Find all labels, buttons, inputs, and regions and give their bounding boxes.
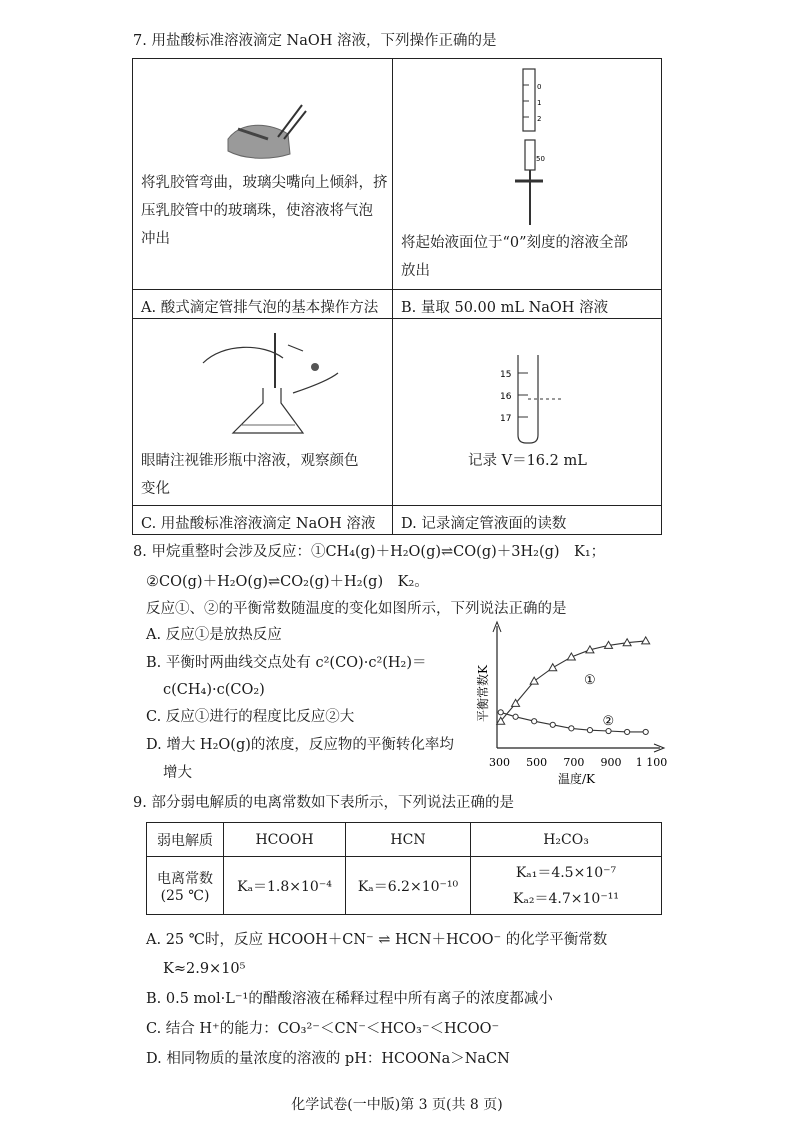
burette-illustration xyxy=(511,65,551,230)
burette-bubble-illustration xyxy=(218,99,308,169)
q7-a-desc-line1: 将乳胶管弯曲，玻璃尖嘴向上倾斜，挤 xyxy=(141,175,388,191)
burette-tick-1: 1 xyxy=(537,99,542,107)
q9-option-a-line2: K≈2.9×10⁵ xyxy=(163,961,246,977)
q8-option-d-line1: D. 增大 H₂O(g)的浓度，反应物的平衡转化率均 xyxy=(146,737,454,753)
series-1-point xyxy=(530,677,538,684)
series-2-point xyxy=(550,722,555,727)
q8-option-b-line1: B. 平衡时两曲线交点处有 c²(CO)·c²(H₂)＝ xyxy=(146,655,427,671)
q7-a-desc-line3: 冲出 xyxy=(141,231,170,247)
reading-tick-15: 15 xyxy=(500,370,512,380)
ka-value-h2co3 xyxy=(471,857,662,915)
q7-c-caption: C. 用盐酸标准溶液滴定 NaOH 溶液 xyxy=(141,516,376,532)
x-tick-label: 1 100 xyxy=(635,756,668,769)
x-tick-label: 900 xyxy=(600,756,622,769)
x-tick-label: 300 xyxy=(489,756,510,769)
series-2-point xyxy=(532,719,537,724)
q7-cell-d xyxy=(393,319,662,506)
q7-c-desc-line1: 眼睛注视锥形瓶中溶液，观察颜色 xyxy=(141,453,359,469)
reading-tick-17: 17 xyxy=(500,414,512,424)
q8-stem-line1: 8. 甲烷重整时会涉及反应：①CH₄(g)＋H₂O(g)⇌CO(g)＋3H₂(g) K₁； xyxy=(133,544,606,560)
series-label-2: ② xyxy=(602,714,615,730)
q7-cell-c xyxy=(133,319,393,506)
series-1-point xyxy=(642,637,650,644)
q7-c-desc-line2: 变化 xyxy=(141,481,170,497)
q8-option-b-line2: c(CH₄)·c(CO₂) xyxy=(163,682,265,698)
burette-tick-50: 50 xyxy=(536,155,545,163)
q7-caption-c xyxy=(133,506,393,535)
series-2-point xyxy=(587,728,592,733)
burette-tick-0: 0 xyxy=(537,83,542,91)
q9-stem: 9. 部分弱电解质的电离常数如下表所示，下列说法正确的是 xyxy=(133,795,514,811)
ka1-value-h2co3: Kₐ₁＝4.5×10⁻⁷ xyxy=(515,864,617,881)
ka-row-label-line2: (25 ℃) xyxy=(160,887,210,904)
series-line-1 xyxy=(501,641,646,721)
burette-tick-2: 2 xyxy=(537,115,542,123)
ka-row-label-line1: 电离常数 xyxy=(157,870,213,887)
ka2-value-h2co3: Kₐ₂＝4.7×10⁻¹¹ xyxy=(513,890,619,907)
reading-tick-16: 16 xyxy=(500,392,512,402)
series-2-point xyxy=(625,729,630,734)
q7-caption-a xyxy=(133,290,393,319)
ka-row-label xyxy=(147,857,224,915)
q7-options-table xyxy=(132,58,662,535)
q8-option-d-line2: 增大 xyxy=(163,765,192,781)
ionization-constant-table xyxy=(146,822,662,915)
q9-option-b: B. 0.5 mol·L⁻¹的醋酸溶液在稀释过程中所有离子的浓度都减小 xyxy=(146,991,553,1007)
ka-header-label: 弱电解质 xyxy=(147,823,224,857)
titration-flask-illustration xyxy=(193,333,343,443)
burette-reading-illustration xyxy=(498,355,568,445)
x-tick-label: 700 xyxy=(563,756,585,769)
series-2-point xyxy=(643,729,648,734)
q7-caption-d xyxy=(393,506,662,535)
q7-stem: 7. 用盐酸标准溶液滴定 NaOH 溶液，下列操作正确的是 xyxy=(133,33,497,49)
ka-value-hcn: Kₐ＝6.2×10⁻¹⁰ xyxy=(346,857,471,915)
q7-cell-a xyxy=(133,59,393,290)
ka-header-h2co3: H₂CO₃ xyxy=(471,823,662,857)
q7-a-desc-line2: 压乳胶管中的玻璃珠，使溶液将气泡 xyxy=(141,203,373,219)
series-2-point xyxy=(569,726,574,731)
chart-xlabel: 温度/K xyxy=(558,772,596,786)
q7-caption-b xyxy=(393,290,662,319)
ka-value-hcooh: Kₐ＝1.8×10⁻⁴ xyxy=(224,857,346,915)
q8-stem-line3: 反应①、②的平衡常数随温度的变化如图所示，下列说法正确的是 xyxy=(146,601,567,617)
q7-b-desc-line1: 将起始液面位于“0”刻度的溶液全部 xyxy=(401,235,629,251)
q9-option-a-line1: A. 25 ℃时，反应 HCOOH＋CN⁻ ⇌ HCN＋HCOO⁻ 的化学平衡常数 xyxy=(146,932,608,948)
q7-b-caption: B. 量取 50.00 mL NaOH 溶液 xyxy=(401,300,609,316)
q9-option-d: D. 相同物质的量浓度的溶液的 pH：HCOONa＞NaCN xyxy=(146,1051,510,1067)
q7-d-caption: D. 记录滴定管液面的读数 xyxy=(401,516,567,532)
ka-header-hcn: HCN xyxy=(346,823,471,857)
q8-option-c: C. 反应①进行的程度比反应②大 xyxy=(146,709,355,725)
q7-a-caption: A. 酸式滴定管排气泡的基本操作方法 xyxy=(141,300,379,316)
q8-stem-line2: ②CO(g)＋H₂O(g)⇌CO₂(g)＋H₂(g) K₂。 xyxy=(146,574,429,590)
series-2-point xyxy=(606,728,611,733)
series-2-point xyxy=(498,710,503,715)
chart-ylabel: 平衡常数K xyxy=(476,665,490,722)
series-1-point xyxy=(549,664,557,671)
series-label-1: ① xyxy=(583,672,596,688)
page-footer: 化学试卷(一中版)第 3 页(共 8 页) xyxy=(291,1097,503,1113)
q9-option-c: C. 结合 H⁺的能力：CO₃²⁻＜CN⁻＜HCO₃⁻＜HCOO⁻ xyxy=(146,1021,500,1037)
q7-cell-b xyxy=(393,59,662,290)
equilibrium-constant-chart xyxy=(470,618,670,788)
q7-d-desc: 记录 V＝16.2 mL xyxy=(468,453,587,469)
q8-option-a: A. 反应①是放热反应 xyxy=(146,627,282,643)
series-2-point xyxy=(513,714,518,719)
ka-header-hcooh: HCOOH xyxy=(224,823,346,857)
q7-b-desc-line2: 放出 xyxy=(401,263,430,279)
x-tick-label: 500 xyxy=(526,756,548,769)
